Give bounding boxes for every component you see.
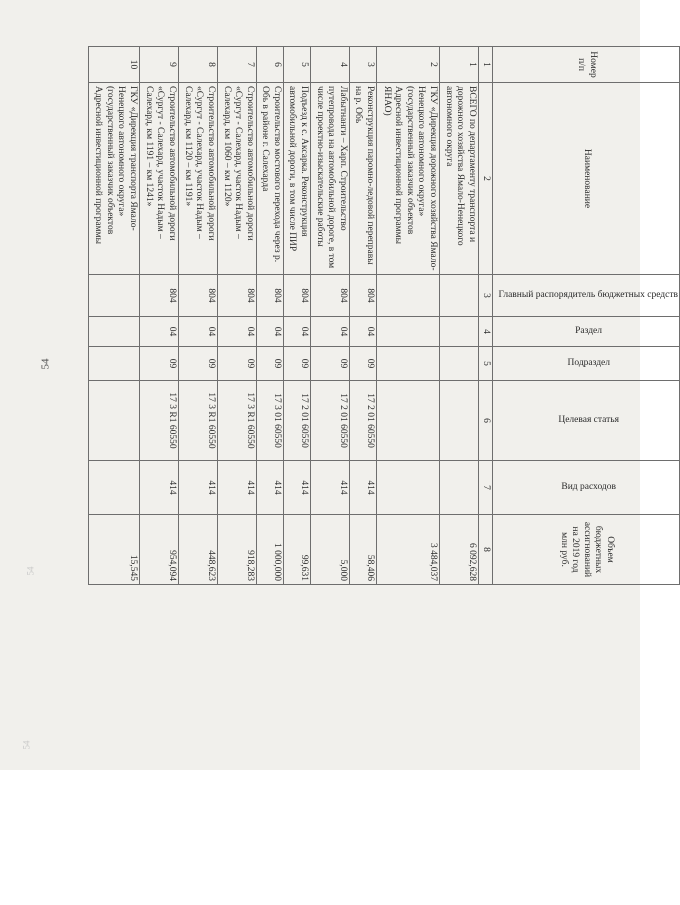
table-row [139,47,178,585]
row-name: ГКУ «Дирекция дорожного хозяйства Ямало-Ненецкого автономного округа» (государственный заказчик объектов Адресной инвестиционной программы ЯНАО) [376,83,439,275]
row-name: Лабытнанги – Харп. Строительство путепровода на автомобильной дороге, в том числе проектно-изыскательские работы [310,83,349,275]
row-section: 04 [283,317,310,347]
row-manager [439,275,478,317]
row-target-article: 17 2 01 60550 [349,381,376,461]
row-section: 04 [310,317,349,347]
row-number: 9 [139,47,178,83]
row-number: 8 [178,47,217,83]
row-manager: 804 [283,275,310,317]
row-number: 5 [283,47,310,83]
row-subsection [376,347,439,381]
header-name: Наименование [493,83,680,275]
row-number: 2 [376,47,439,83]
row-expense-type: 414 [283,461,310,515]
row-amount: 58,406 [349,515,376,585]
row-target-article: 17 3 R1 60550 [178,381,217,461]
index-cell: 6 [478,381,493,461]
row-amount: 5,000 [310,515,349,585]
row-section [439,317,478,347]
row-manager: 804 [256,275,283,317]
row-target-article [89,381,140,461]
row-target-article [376,381,439,461]
row-section: 04 [349,317,376,347]
row-manager: 804 [310,275,349,317]
table-row [376,47,439,585]
table-row [349,47,376,585]
row-expense-type: 414 [217,461,256,515]
header-subsection: Подраздел [493,347,680,381]
row-name: Строительство автомобильной дороги «Сургут - Салехард, участок Надым – Салехард, км 1120 – км 1191» [178,83,217,275]
row-name: ВСЕГО по департаменту транспорта и дорожного хозяйства Ямало-Ненецкого автономного округа [439,83,478,275]
row-expense-type [439,461,478,515]
row-number: 4 [310,47,349,83]
row-target-article [439,381,478,461]
row-manager: 804 [178,275,217,317]
row-manager: 804 [217,275,256,317]
table-row [217,47,256,585]
row-amount: 15,545 [89,515,140,585]
row-subsection: 09 [349,347,376,381]
header-section: Раздел [493,317,680,347]
row-expense-type: 414 [139,461,178,515]
row-expense-type: 414 [310,461,349,515]
row-name: Строительство мостового перехода через р. Обь в районе г. Салехарда [256,83,283,275]
header-expense-type: Вид расходов [493,461,680,515]
ghost-page-mark: 54 [25,566,36,576]
header-row [493,47,680,585]
row-expense-type [376,461,439,515]
header-number: Номер п/п [493,47,680,83]
table-row [256,47,283,585]
row-amount: 918,283 [217,515,256,585]
row-section: 04 [217,317,256,347]
row-number: 6 [256,47,283,83]
row-target-article: 17 3 01 60550 [256,381,283,461]
rotated-table-container [93,46,680,638]
row-target-article: 17 2 01 60550 [310,381,349,461]
row-manager [89,275,140,317]
row-amount: 3 484,037 [376,515,439,585]
header-target-article: Целевая статья [493,381,680,461]
table-row [283,47,310,585]
row-number: 1 [439,47,478,83]
ghost-page-mark: 54 [21,740,32,750]
row-target-article: 17 2 01 60550 [283,381,310,461]
table-row [310,47,349,585]
row-name: Подъезд к с. Аксарка. Реконструкция автомобильной дороги, в том числе ПИР [283,83,310,275]
row-expense-type: 414 [256,461,283,515]
row-name: Реконструкция паромно-ледовой переправы на р. Обь [349,83,376,275]
row-expense-type [89,461,140,515]
row-subsection [89,347,140,381]
row-manager: 804 [139,275,178,317]
row-name: Строительство автомобильной дороги «Сургут - Салехард, участок Надым – Салехард, км 1191 – км 1241» [139,83,178,275]
index-row [478,47,493,585]
row-amount: 6 092,628 [439,515,478,585]
index-cell: 1 [478,47,493,83]
row-section [89,317,140,347]
row-name: Строительство автомобильной дороги «Сургут - Салехард, участок Надым – Салехард, км 1060 – км 1120» [217,83,256,275]
table-row [439,47,478,585]
row-number: 7 [217,47,256,83]
row-number: 10 [89,47,140,83]
row-subsection: 09 [139,347,178,381]
row-subsection: 09 [217,347,256,381]
row-section: 04 [139,317,178,347]
table-row [89,47,140,585]
row-amount: 99,631 [283,515,310,585]
row-subsection: 09 [310,347,349,381]
row-subsection: 09 [178,347,217,381]
index-cell: 5 [478,347,493,381]
page-number: 54 [39,358,52,370]
row-manager [376,275,439,317]
index-cell: 3 [478,275,493,317]
row-target-article: 17 3 R1 60550 [217,381,256,461]
row-name: ГКУ «Дирекция транспорта Ямало-Ненецкого автономного округа» (государственный заказчик объектов Адресной инвестиционной программы [89,83,140,275]
index-cell: 2 [478,83,493,275]
index-cell: 4 [478,317,493,347]
index-cell: 7 [478,461,493,515]
table-row [178,47,217,585]
row-section: 04 [256,317,283,347]
row-section [376,317,439,347]
row-subsection [439,347,478,381]
header-manager: Главный распорядитель бюджетных средств [493,275,680,317]
header-amount: Объем бюджетных ассигнований на 2019 год млн руб. [493,515,680,585]
row-expense-type: 414 [178,461,217,515]
row-expense-type: 414 [349,461,376,515]
row-amount: 448,623 [178,515,217,585]
row-number: 3 [349,47,376,83]
row-amount: 954,094 [139,515,178,585]
row-manager: 804 [349,275,376,317]
row-target-article: 17 3 R1 60550 [139,381,178,461]
row-section: 04 [178,317,217,347]
row-subsection: 09 [256,347,283,381]
row-amount: 1 000,000 [256,515,283,585]
row-subsection: 09 [283,347,310,381]
index-cell: 8 [478,515,493,585]
budget-table [88,46,680,585]
